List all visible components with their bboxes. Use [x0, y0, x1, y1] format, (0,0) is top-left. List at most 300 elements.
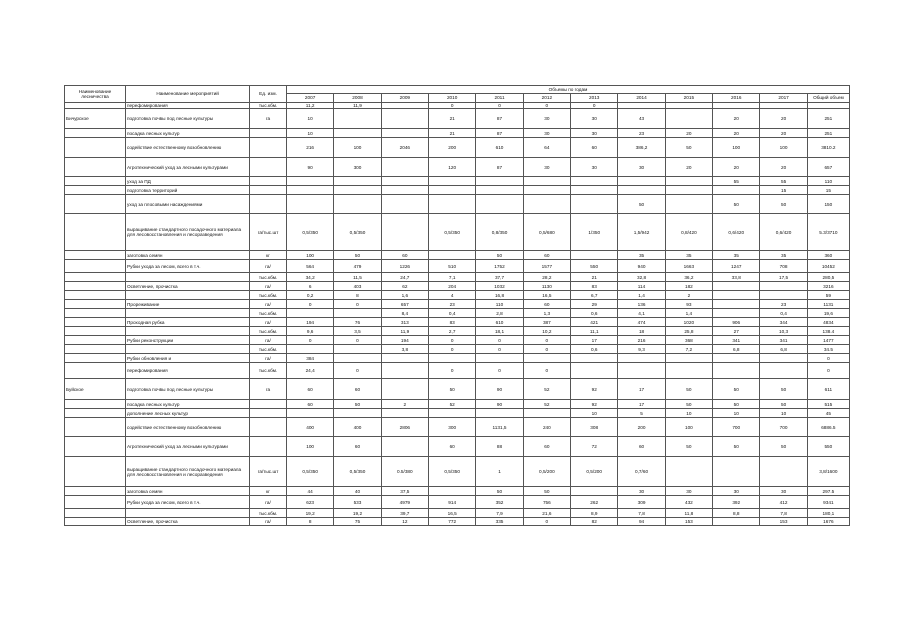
header-year: 2014 [618, 94, 665, 103]
value-cell [381, 177, 428, 186]
region-cell [65, 273, 126, 282]
activity-cell: перефомирования [126, 103, 250, 109]
value-cell: 11,9 [381, 327, 428, 336]
value-cell [571, 251, 618, 260]
value-cell: 432 [665, 496, 712, 509]
value-cell [571, 177, 618, 186]
value-cell: 60 [381, 251, 428, 260]
value-cell: 21 [571, 273, 618, 282]
value-cell: 906 [713, 318, 760, 327]
value-cell: 11,8 [665, 509, 712, 518]
value-cell: 216 [618, 336, 665, 345]
unit-cell: га/тыс.шт [250, 214, 287, 251]
value-cell: 421 [571, 318, 618, 327]
region-cell [65, 195, 126, 214]
value-cell [334, 129, 381, 138]
value-cell: 82 [571, 518, 618, 526]
value-cell: 0,5/350 [334, 457, 381, 487]
activity-cell: Рубки реконструкции [126, 336, 250, 345]
table-row [65, 400, 850, 409]
value-cell: 1032 [476, 282, 523, 291]
region-cell [65, 363, 126, 379]
value-cell: 16,5 [429, 509, 476, 518]
value-cell: 262 [571, 496, 618, 509]
table-row [65, 214, 850, 251]
value-cell [476, 186, 523, 195]
table-row [65, 457, 850, 487]
value-cell: 20 [760, 158, 807, 177]
value-cell: 30 [523, 109, 570, 129]
value-cell [429, 177, 476, 186]
value-cell: 17 [571, 336, 618, 345]
value-cell: 0,5/680 [523, 214, 570, 251]
value-cell: 216 [286, 138, 333, 158]
activity-cell: Рубки обновления и [126, 354, 250, 363]
activity-cell [126, 291, 250, 300]
value-cell [618, 363, 665, 379]
value-cell: 194 [286, 318, 333, 327]
value-cell: 153 [760, 518, 807, 526]
region-cell [65, 327, 126, 336]
value-cell: 533 [334, 496, 381, 509]
value-cell: 1130 [523, 282, 570, 291]
value-cell: 87 [476, 109, 523, 129]
value-cell: 0,5/350 [286, 457, 333, 487]
value-cell: 18,1 [476, 327, 523, 336]
activity-cell: содействие естественному возобновлению [126, 138, 250, 158]
value-cell: 564 [286, 260, 333, 273]
value-cell: 50 [476, 487, 523, 496]
value-cell: 37,5 [381, 487, 428, 496]
activity-cell: уход за плосовыми насаждениями [126, 195, 250, 214]
value-cell: 34,2 [286, 273, 333, 282]
value-cell [286, 309, 333, 318]
value-cell: 550 [571, 260, 618, 273]
value-cell: 35 [665, 251, 712, 260]
table-row [65, 260, 850, 273]
table-row [65, 300, 850, 309]
value-cell: 1226 [381, 260, 428, 273]
value-cell [429, 251, 476, 260]
value-cell: 37,7 [476, 273, 523, 282]
activity-cell: Осветление, прочистка [126, 518, 250, 526]
value-cell: 200 [618, 418, 665, 437]
value-cell: 35 [760, 251, 807, 260]
value-cell: 7,9 [476, 509, 523, 518]
unit-cell: тыс.кбм. [250, 103, 287, 109]
value-cell: 20 [665, 158, 712, 177]
value-cell: 50 [665, 400, 712, 409]
header-year: 2017 [760, 94, 807, 103]
value-cell: 1247 [713, 260, 760, 273]
value-cell: 4,1 [618, 309, 665, 318]
region-cell [65, 437, 126, 457]
table-row [65, 282, 850, 291]
value-cell: 76 [334, 318, 381, 327]
value-cell: 90 [286, 158, 333, 177]
value-cell: 0 [429, 363, 476, 379]
value-cell: 3,8 [381, 345, 428, 354]
activity-cell [126, 309, 250, 318]
value-cell: 50 [476, 251, 523, 260]
value-cell [571, 354, 618, 363]
region-cell [65, 354, 126, 363]
value-cell: 7,1 [429, 273, 476, 282]
table-row [65, 309, 850, 318]
value-cell: 28,2 [523, 273, 570, 282]
value-cell: 700 [760, 418, 807, 437]
value-cell: 40 [334, 487, 381, 496]
unit-cell [250, 177, 287, 186]
value-cell [334, 409, 381, 418]
value-cell [523, 186, 570, 195]
value-cell [523, 195, 570, 214]
value-cell: 1131,5 [476, 418, 523, 437]
unit-cell [250, 129, 287, 138]
region-cell [65, 158, 126, 177]
value-cell: 21,6 [523, 509, 570, 518]
header-year: 2011 [476, 94, 523, 103]
value-cell: 20 [713, 129, 760, 138]
value-cell [334, 186, 381, 195]
value-cell: 20 [760, 109, 807, 129]
value-cell: 60 [286, 379, 333, 400]
value-cell: 0.5/380 [381, 457, 428, 487]
value-cell: 657 [381, 300, 428, 309]
value-cell: 384 [286, 354, 333, 363]
value-cell: 32,8 [618, 273, 665, 282]
value-cell: 0 [523, 336, 570, 345]
table-row [65, 418, 850, 437]
region-cell: Буйское [65, 379, 126, 400]
header-volumes: Объемы по годам [286, 86, 849, 94]
value-cell: 1,4 [618, 291, 665, 300]
value-cell: 30 [665, 487, 712, 496]
value-cell: 708 [760, 260, 807, 273]
header-activity: Наименование мероприятий [126, 86, 250, 103]
value-cell [713, 282, 760, 291]
value-cell: 50 [760, 379, 807, 400]
value-cell: 16,5 [523, 291, 570, 300]
activity-cell [126, 509, 250, 518]
total-cell: 280,5 [807, 273, 849, 282]
value-cell: 700 [713, 418, 760, 437]
value-cell: 0,6 [571, 309, 618, 318]
activity-cell: подготовка почвы под лесные культуры [126, 109, 250, 129]
value-cell: 510 [429, 260, 476, 273]
table-row [65, 251, 850, 260]
value-cell: 0 [523, 518, 570, 526]
region-cell [65, 418, 126, 437]
table-row [65, 518, 850, 526]
value-cell: 204 [429, 282, 476, 291]
value-cell [381, 129, 428, 138]
value-cell [665, 354, 712, 363]
value-cell: 21 [429, 129, 476, 138]
region-cell [65, 214, 126, 251]
value-cell [571, 195, 618, 214]
value-cell: 11,5 [334, 273, 381, 282]
value-cell [523, 354, 570, 363]
value-cell: 27 [713, 327, 760, 336]
value-cell: 19,2 [334, 509, 381, 518]
value-cell: 194 [381, 336, 428, 345]
value-cell: 60 [334, 437, 381, 457]
value-cell [381, 437, 428, 457]
activity-cell: заготовка семян [126, 487, 250, 496]
header-year: 2015 [665, 94, 712, 103]
value-cell: 9,6 [286, 327, 333, 336]
region-cell [65, 496, 126, 509]
activity-cell: Проходная рубка [126, 318, 250, 327]
value-cell [665, 195, 712, 214]
value-cell: 35 [618, 251, 665, 260]
value-cell [429, 186, 476, 195]
value-cell: 30 [523, 129, 570, 138]
value-cell: 0,5/350 [429, 214, 476, 251]
total-cell: 9341 [807, 496, 849, 509]
value-cell [286, 409, 333, 418]
value-cell [571, 487, 618, 496]
value-cell: 386,2 [618, 138, 665, 158]
value-cell: 11,9 [334, 103, 381, 109]
unit-cell: га/ [250, 318, 287, 327]
value-cell [713, 354, 760, 363]
value-cell: 60 [523, 437, 570, 457]
table-row [65, 437, 850, 457]
table-row [65, 177, 850, 186]
value-cell: 10,3 [760, 327, 807, 336]
total-cell: 3810.2 [807, 138, 849, 158]
value-cell: 30 [618, 487, 665, 496]
value-cell: 55 [760, 177, 807, 186]
unit-cell [250, 158, 287, 177]
value-cell: 72 [571, 437, 618, 457]
value-cell: 100 [760, 138, 807, 158]
value-cell: 387 [523, 318, 570, 327]
value-cell: 93 [665, 300, 712, 309]
value-cell: 100 [713, 138, 760, 158]
value-cell: 12 [381, 518, 428, 526]
region-cell [65, 318, 126, 327]
activity-cell: перефомирования [126, 363, 250, 379]
value-cell: 29 [571, 300, 618, 309]
activity-cell [126, 345, 250, 354]
value-cell: 30 [571, 129, 618, 138]
activity-cell: посадка лесных культур [126, 400, 250, 409]
value-cell: 33,8 [713, 273, 760, 282]
value-cell: 0,6 [571, 345, 618, 354]
value-cell: 50 [760, 400, 807, 409]
activity-cell: содействие естественному возобновлению [126, 418, 250, 437]
value-cell [381, 214, 428, 251]
value-cell: 2,8 [476, 309, 523, 318]
activity-cell: заготовка семян [126, 251, 250, 260]
value-cell: 335 [476, 518, 523, 526]
value-cell: 10 [571, 409, 618, 418]
value-cell [760, 282, 807, 291]
total-cell: 5.3/3710 [807, 214, 849, 251]
value-cell: 610 [476, 138, 523, 158]
value-cell [476, 354, 523, 363]
value-cell: 8,9 [571, 509, 618, 518]
value-cell: 2,7 [429, 327, 476, 336]
value-cell: 83 [429, 318, 476, 327]
value-cell: 10 [713, 409, 760, 418]
value-cell: 412 [760, 496, 807, 509]
value-cell: 0 [476, 363, 523, 379]
value-cell: 2806 [381, 418, 428, 437]
value-cell [429, 354, 476, 363]
value-cell [523, 409, 570, 418]
table-row [65, 291, 850, 300]
unit-cell: га/ [250, 282, 287, 291]
table-row [65, 345, 850, 354]
value-cell: 0,2 [286, 291, 333, 300]
value-cell [665, 186, 712, 195]
activity-cell: подготовка почвы под лесные культуры [126, 379, 250, 400]
value-cell: 940 [618, 260, 665, 273]
activity-cell: выращивание стандартного посадочного материала для лесовосстановления и лесоразведения [126, 457, 250, 487]
table-row [65, 379, 850, 400]
total-cell: 1131 [807, 300, 849, 309]
value-cell: 94 [618, 518, 665, 526]
value-cell [286, 195, 333, 214]
value-cell: 50 [429, 379, 476, 400]
value-cell: 30 [618, 158, 665, 177]
region-cell [65, 518, 126, 526]
unit-cell: тыс.кбм. [250, 363, 287, 379]
value-cell: 21 [429, 109, 476, 129]
value-cell: 914 [429, 496, 476, 509]
value-cell: 0,7/60 [618, 457, 665, 487]
unit-cell: тыс.кбм. [250, 345, 287, 354]
value-cell [381, 158, 428, 177]
value-cell: 6,8 [760, 345, 807, 354]
unit-cell: тыс.кбм. [250, 291, 287, 300]
value-cell: 610 [476, 318, 523, 327]
value-cell: 392 [713, 496, 760, 509]
table-row [65, 496, 850, 509]
value-cell: 0 [286, 300, 333, 309]
total-cell: 4834 [807, 318, 849, 327]
value-cell: 2 [665, 291, 712, 300]
value-cell [760, 291, 807, 300]
value-cell: 60 [618, 437, 665, 457]
value-cell: 0 [476, 345, 523, 354]
unit-cell [250, 409, 287, 418]
value-cell: 0 [476, 336, 523, 345]
value-cell [286, 345, 333, 354]
value-cell: 153 [665, 518, 712, 526]
value-cell: 50 [713, 195, 760, 214]
value-cell: 52 [523, 379, 570, 400]
value-cell [713, 518, 760, 526]
value-cell: 0,4 [429, 309, 476, 318]
value-cell [334, 109, 381, 129]
table-row [65, 195, 850, 214]
value-cell: 1,3 [523, 309, 570, 318]
total-cell: 251 [807, 109, 849, 129]
unit-cell: га/ [250, 496, 287, 509]
value-cell: 1/350 [571, 214, 618, 251]
value-cell: 60 [523, 300, 570, 309]
value-cell: 110 [476, 300, 523, 309]
activity-cell: посадка лесных культур [126, 129, 250, 138]
value-cell: 20 [665, 129, 712, 138]
value-cell: 4979 [381, 496, 428, 509]
activity-cell [126, 327, 250, 336]
value-cell: 0,5/200 [571, 457, 618, 487]
table-row [65, 409, 850, 418]
total-cell: 180,1 [807, 509, 849, 518]
header-total: Общий объем [807, 94, 849, 103]
value-cell: 10 [760, 409, 807, 418]
total-cell: 657 [807, 158, 849, 177]
total-cell: 3216 [807, 282, 849, 291]
value-cell: 10,2 [523, 327, 570, 336]
value-cell: 60 [523, 251, 570, 260]
value-cell: 0,6/420 [760, 214, 807, 251]
value-cell: 0 [429, 336, 476, 345]
value-cell: 341 [713, 336, 760, 345]
value-cell: 83 [571, 282, 618, 291]
value-cell: 44 [286, 487, 333, 496]
total-cell: 34.5 [807, 345, 849, 354]
value-cell: 772 [429, 518, 476, 526]
value-cell: 17,5 [760, 273, 807, 282]
value-cell: 20 [713, 158, 760, 177]
activity-cell: дополнение лесных культур [126, 409, 250, 418]
region-cell [65, 336, 126, 345]
region-cell [65, 457, 126, 487]
total-cell: 0 [807, 363, 849, 379]
value-cell: 19,2 [286, 509, 333, 518]
value-cell: 7,8 [760, 509, 807, 518]
unit-cell: га/ [250, 260, 287, 273]
header-unit: Ед. изм. [250, 86, 287, 103]
total-cell: 150 [807, 195, 849, 214]
value-cell: 1,6 [381, 291, 428, 300]
total-cell: 110 [807, 177, 849, 186]
value-cell: 0 [571, 103, 618, 109]
value-cell: 3,5 [334, 327, 381, 336]
region-cell [65, 129, 126, 138]
total-cell: 6886.5 [807, 418, 849, 437]
value-cell: 0,5/350 [286, 214, 333, 251]
value-cell: 55 [713, 177, 760, 186]
value-cell: 8 [334, 291, 381, 300]
header-year: 2013 [571, 94, 618, 103]
value-cell: 11,2 [286, 103, 333, 109]
value-cell: 756 [523, 496, 570, 509]
unit-cell: га/ [250, 336, 287, 345]
value-cell: 36,2 [665, 273, 712, 282]
value-cell: 100 [286, 251, 333, 260]
value-cell: 30 [571, 109, 618, 129]
value-cell: 400 [334, 418, 381, 437]
unit-cell: кг [250, 251, 287, 260]
total-cell: 611 [807, 379, 849, 400]
value-cell: 4 [429, 291, 476, 300]
value-cell: 30 [713, 487, 760, 496]
activity-cell: Агротехнический уход за лесными культурами [126, 437, 250, 457]
value-cell: 23 [618, 129, 665, 138]
value-cell: 64 [523, 138, 570, 158]
table-row [65, 273, 850, 282]
value-cell: 50 [713, 379, 760, 400]
value-cell: 114 [618, 282, 665, 291]
